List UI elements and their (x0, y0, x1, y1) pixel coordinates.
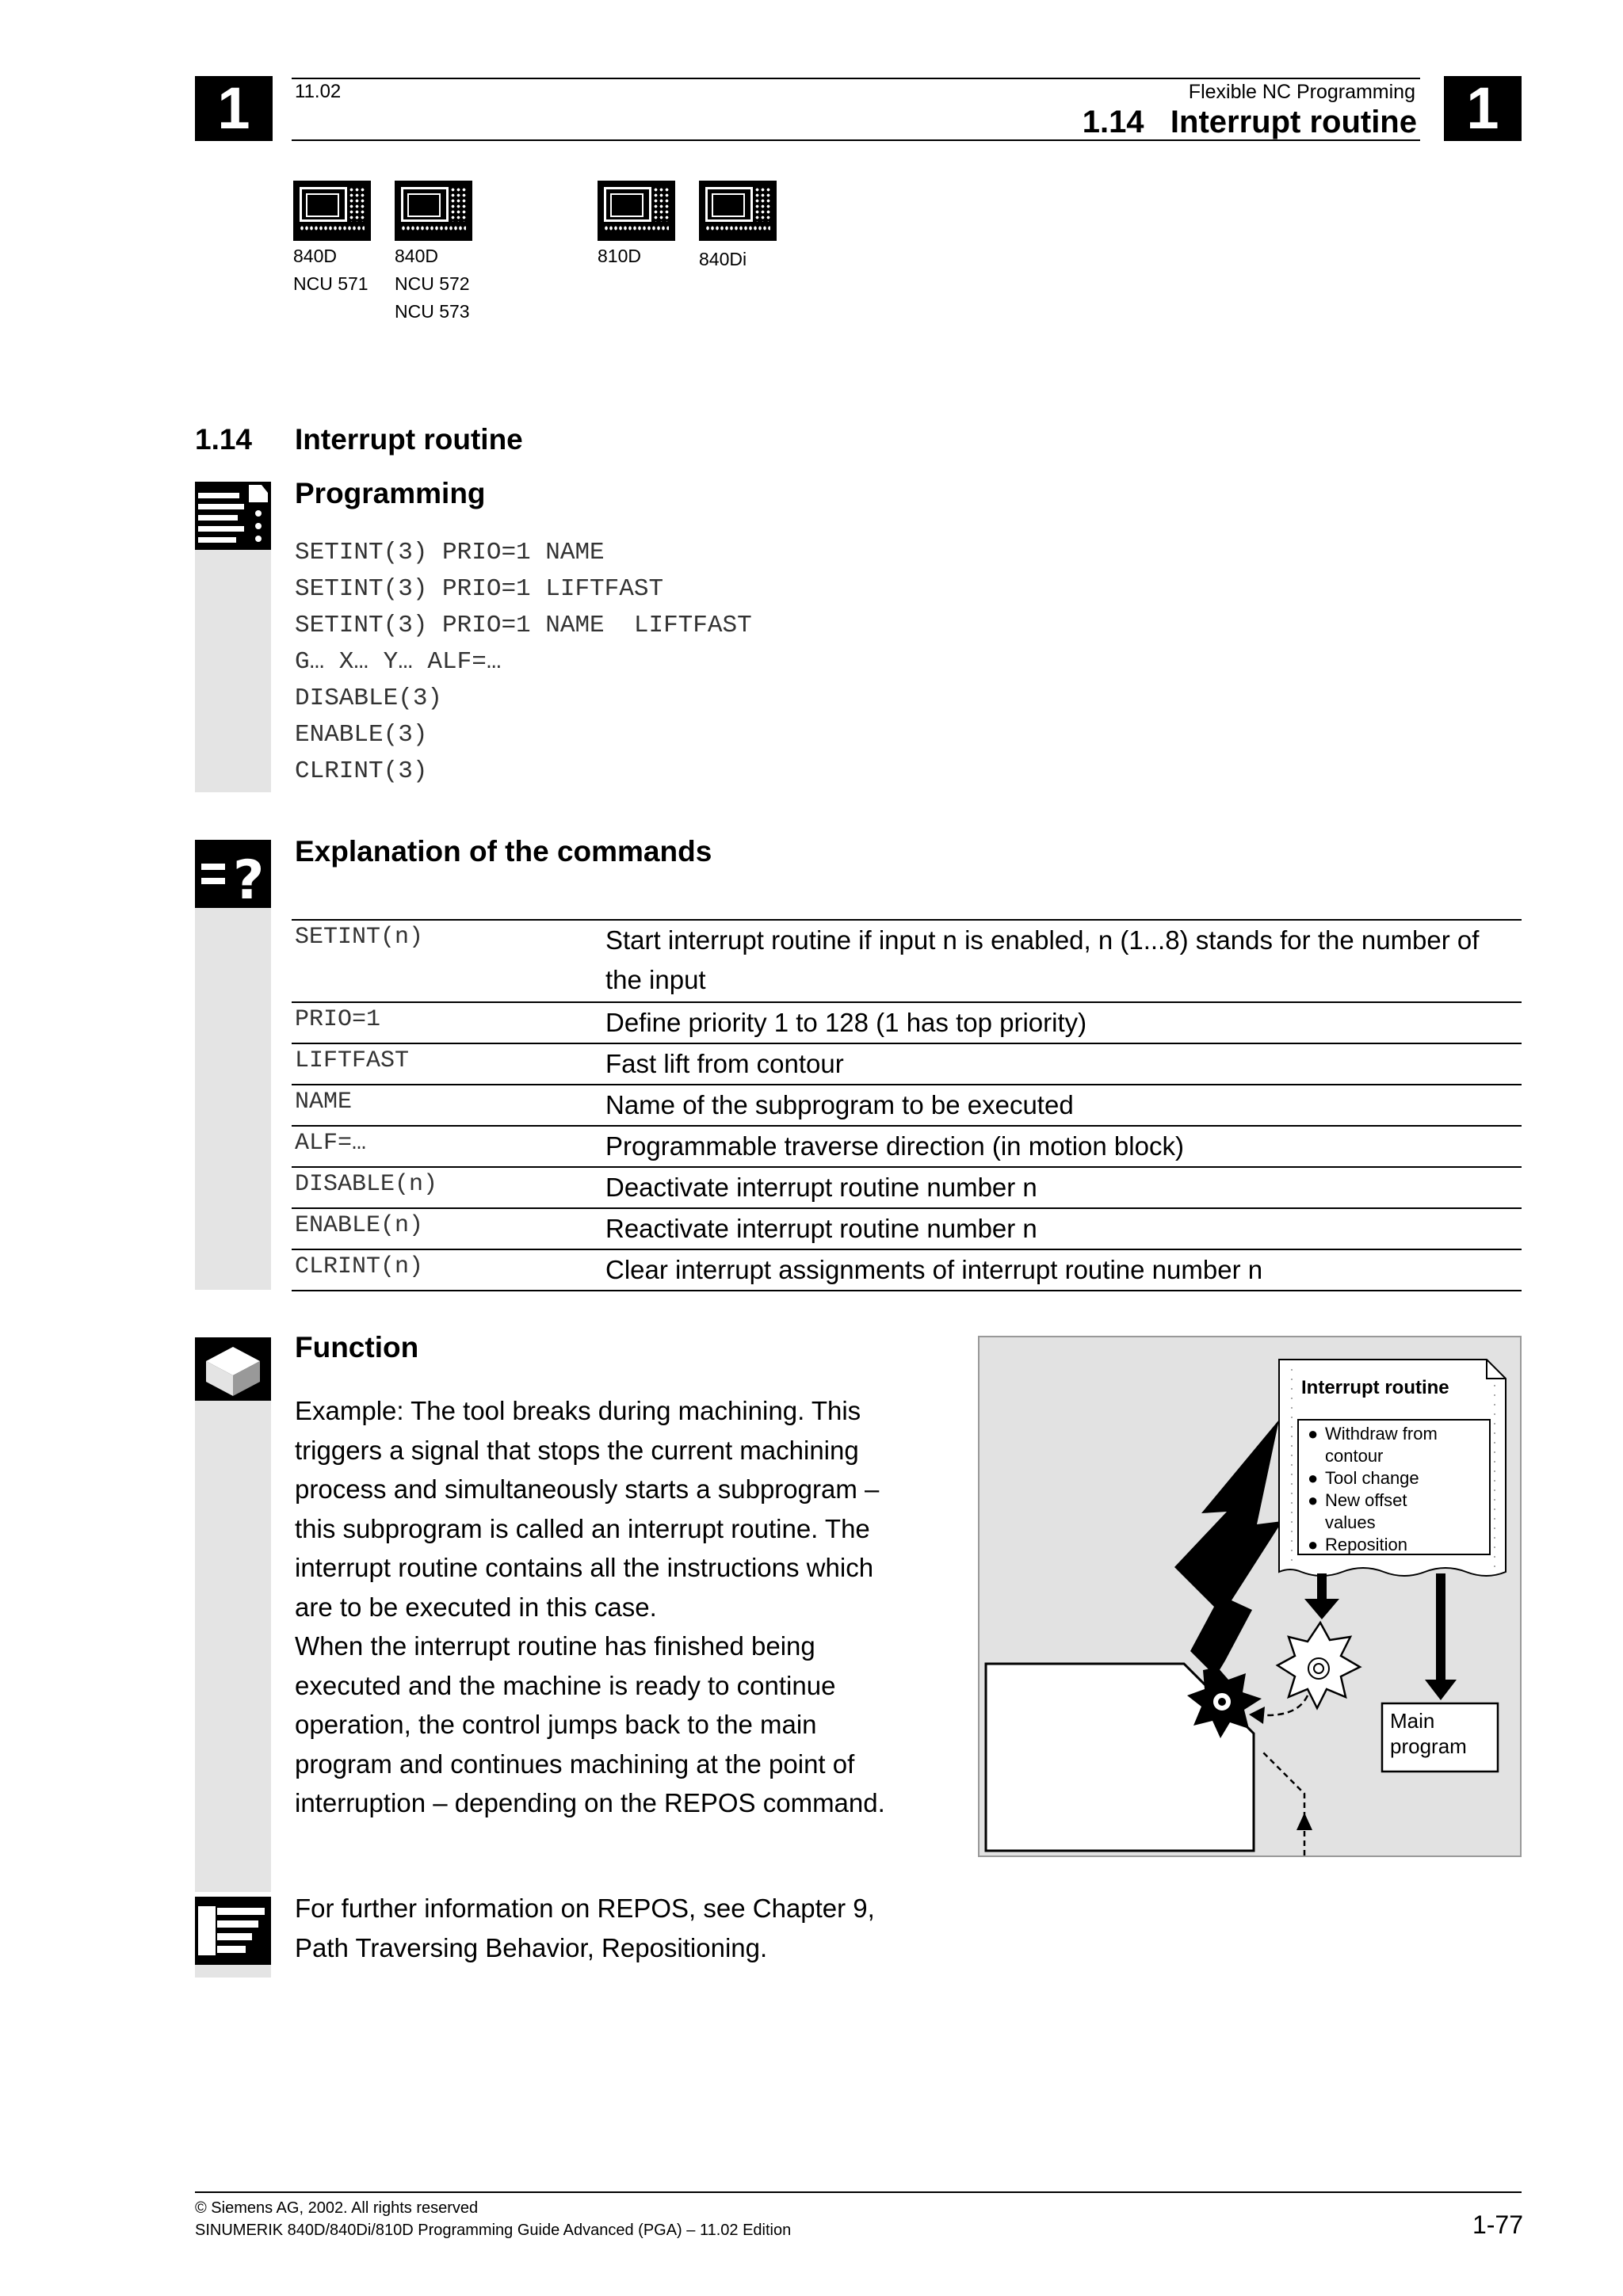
card-item: ● Withdraw from contour (1308, 1424, 1438, 1466)
diagram-graphics (980, 1337, 1520, 1855)
command-name: SETINT(n) (295, 924, 424, 951)
control-label (293, 242, 369, 298)
reference-icon (195, 1897, 271, 1965)
command-description: Name of the subprogram to be executed (605, 1090, 1074, 1119)
header-date: 11.02 (295, 81, 342, 102)
code-line: G… X… Y… ALF=… (295, 648, 502, 676)
command-description: Reactivate interrupt routine number n (605, 1214, 1037, 1243)
header-section-title: 1.14 Interrupt routine (1082, 105, 1417, 139)
interrupt-diagram (978, 1336, 1522, 1857)
explanation-heading: Explanation of the commands (295, 835, 712, 868)
main-program-label: Main program (1390, 1709, 1467, 1758)
card-item: ● Tool change (1308, 1468, 1419, 1488)
control-ncu: NCU 571 (293, 273, 369, 294)
control-label (598, 242, 641, 270)
tool-path (1263, 1753, 1304, 1855)
function-sidebar (195, 1337, 271, 1892)
control-model: 840D (293, 246, 337, 266)
table-row (292, 1209, 1522, 1250)
chapter-marker-right: 1 (1444, 76, 1522, 141)
card-item-list (1308, 1423, 1487, 1556)
control-ncu: NCU 572 (395, 273, 470, 294)
path-arrowhead (1296, 1813, 1312, 1830)
table-row (292, 1127, 1522, 1168)
text-line: are to be executed in this case. (295, 1592, 657, 1622)
command-description: Start interrupt routine if input n is enabled, n (1...8) stands for the number of the input (605, 925, 1480, 994)
text-line: operation, the control jumps back to the main (295, 1710, 817, 1739)
header-manual-title: Flexible NC Programming (1188, 81, 1415, 103)
function-icon (195, 1337, 271, 1401)
command-name: PRIO=1 (295, 1006, 381, 1033)
text-line: triggers a signal that stops the current machining (295, 1435, 859, 1465)
table-row (292, 1168, 1522, 1209)
pointing-hand-icon (195, 1897, 271, 1965)
command-name: ENABLE(n) (295, 1212, 424, 1239)
footer-rule (195, 2191, 1522, 2193)
control-unit-icon (699, 181, 777, 241)
card-item: ● Reposition (1308, 1535, 1407, 1554)
command-name: CLRINT(n) (295, 1253, 424, 1280)
header-bottom-rule (292, 139, 1420, 141)
text-line: When the interrupt routine has finished being (295, 1631, 815, 1661)
function-paragraph (295, 1391, 960, 1823)
chapter-marker-left: 1 (195, 76, 273, 141)
text-line: program and continues machining at the point of (295, 1749, 855, 1779)
text-line: executed and the machine is ready to continue (295, 1670, 836, 1700)
card-item: ● New offset values (1308, 1490, 1407, 1532)
text-line: Path Traversing Behavior, Repositioning. (295, 1932, 768, 1962)
code-line: SETINT(3) PRIO=1 LIFTFAST (295, 575, 664, 603)
footer-copyright: © Siemens AG, 2002. All rights reserved (195, 2199, 479, 2217)
control-model: 840D (395, 246, 438, 266)
svg-text:?: ? (233, 849, 265, 908)
question-equals-icon (195, 840, 271, 908)
command-description: Clear interrupt assignments of interrupt routine number n (605, 1255, 1263, 1284)
command-description: Define priority 1 to 128 (1 has top priority) (605, 1008, 1087, 1037)
command-description: Deactivate interrupt routine number n (605, 1173, 1037, 1202)
programming-heading: Programming (295, 477, 486, 509)
control-model: 840Di (699, 249, 747, 269)
command-name: NAME (295, 1089, 353, 1116)
footer-guide-title: SINUMERIK 840D/840Di/810D Programming Guide Advanced (PGA) – 11.02 Edition (195, 2222, 792, 2239)
cube-icon (195, 1337, 271, 1401)
control-model: 810D (598, 246, 641, 266)
explanation-icon (195, 840, 271, 908)
text-line: interrupt routine contains all the instructions which (295, 1553, 874, 1582)
control-label (699, 246, 747, 273)
control-label (395, 242, 470, 326)
table-row (292, 1085, 1522, 1127)
table-row (292, 1250, 1522, 1291)
down-arrow (1304, 1599, 1339, 1619)
code-line: SETINT(3) PRIO=1 NAME (295, 539, 605, 566)
page-number: 1-77 (1472, 2210, 1523, 2239)
control-unit-icon (598, 181, 675, 241)
lightning-bolt (1174, 1420, 1282, 1676)
code-line: DISABLE(3) (295, 685, 443, 712)
control-ncu: NCU 573 (395, 301, 470, 322)
program-listing-icon (195, 482, 271, 550)
table-row (292, 921, 1522, 1003)
control-unit-icon (395, 181, 472, 241)
code-line: SETINT(3) PRIO=1 NAME LIFTFAST (295, 612, 752, 639)
reference-paragraph (295, 1889, 1167, 1967)
programming-icon (195, 482, 271, 550)
control-unit-icon (293, 181, 371, 241)
section-title: Interrupt routine (295, 423, 523, 456)
section-number: 1.14 (195, 423, 253, 456)
command-name: ALF=… (295, 1130, 367, 1157)
code-line: CLRINT(3) (295, 757, 428, 785)
command-name: DISABLE(n) (295, 1171, 438, 1198)
down-arrow (1425, 1680, 1457, 1700)
text-line: process and simultaneously starts a subprogram – (295, 1474, 880, 1504)
command-description: Fast lift from contour (605, 1049, 844, 1078)
text-line: Example: The tool breaks during machining. This (295, 1396, 861, 1425)
text-line: interruption – depending on the REPOS command. (295, 1788, 885, 1817)
text-line: For further information on REPOS, see Chapter 9, (295, 1894, 875, 1923)
command-name: LIFTFAST (295, 1047, 410, 1074)
header-top-rule (292, 78, 1420, 79)
card-title: Interrupt routine (1301, 1377, 1449, 1398)
text-line: this subprogram is called an interrupt routine. The (295, 1513, 870, 1543)
table-row (292, 1044, 1522, 1085)
function-heading: Function (295, 1331, 419, 1363)
code-line: ENABLE(3) (295, 721, 428, 749)
table-row (292, 1003, 1522, 1044)
command-description: Programmable traverse direction (in motion block) (605, 1131, 1184, 1161)
